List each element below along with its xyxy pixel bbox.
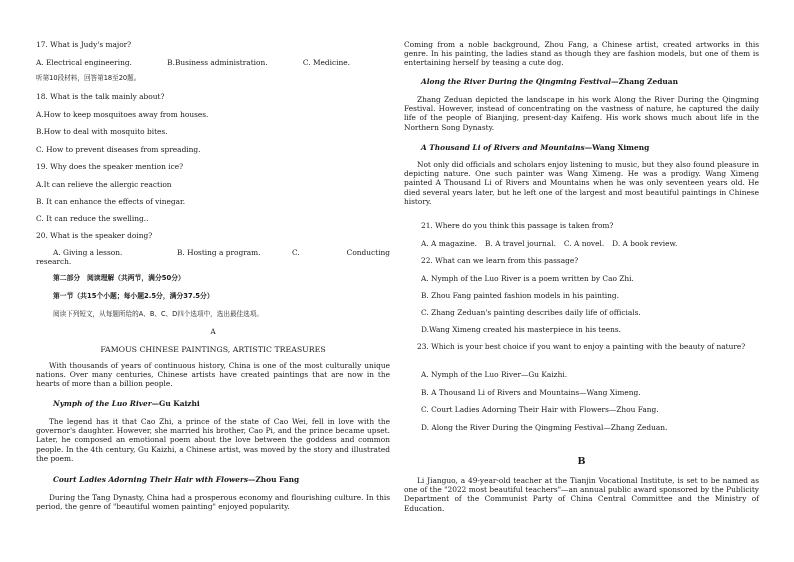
q18-option-b: B.How to deal with mosquito bites. [36,127,168,136]
q23-stem: 23. Which is your best choice if you want to enjoy a painting with the beauty of nature? [417,342,746,351]
passage-a-letter: A [210,327,216,336]
q20-option-c-word: Conducting [346,248,390,257]
q22-option-a: A. Nymph of the Luo River is a poem written by Cao Zhi. [421,274,634,283]
paragraph-qingming: Zhang Zeduan depicted the landscape in his work Along the River During the Qingming Festival. However, instead of concentrating on the vastness of nature, he captured the daily life of the people of Bianjing, present-day Kaifeng. His work shows much about life in the Northern Song Dynasty. [404,95,759,132]
q23-option-b: B. A Thousand Li of Rivers and Mountains—Wang Ximeng. [421,388,641,397]
q23-option-c: C. Court Ladies Adorning Their Hair with Flowers—Zhou Fang. [421,405,659,414]
q17-stem: 17. What is Judy's major? [36,40,132,49]
heading-luo-river-author: —Gu Kaizhi [151,399,200,408]
paragraph-court-ladies-continued: Coming from a noble background, Zhou Fang, a Chinese artist, created artworks in this genre. In his painting, the ladies stand as though they are fashion models, but one of them is entertaining herself by teasing a cute dog. [404,40,759,68]
q19-option-c: C. It can reduce the swelling.. [36,214,149,223]
q21-option-c: C. A novel. [563,239,605,248]
heading-court-ladies-title: Court Ladies Adorning Their Hair with Flowers [53,475,249,484]
heading-qingming-author: —Zhang Zeduan [611,77,678,86]
heading-qingming-title: Along the River During the Qingming Festival [421,77,612,86]
q17-options [36,58,390,67]
heading-court-ladies [53,475,390,484]
q20-option-c-continued: research. [36,257,72,266]
section1-heading: 第一节（共15个小题；每小题2.5分，满分37.5分） [53,292,214,300]
heading-luo-river-title: Nymph of the Luo River [53,399,152,408]
q22-stem: 22. What can we learn from this passage? [421,256,579,265]
paragraph-thousand-li: Not only did officials and scholars enjoy listening to music, but they also found pleasure in depicting nature. One such painter was Wang Ximeng. He was a prodigy. Wang Ximeng painted A Thousand Li of Rivers and Mountains when he was only seventeen years old. He died several years later, but he left one of the largest and most beautiful paintings in Chinese history. [404,160,759,206]
q23-option-a: A. Nymph of the Luo River—Gu Kaizhi. [421,370,568,379]
heading-luo-river [53,399,390,408]
q21-stem: 21. Where do you think this passage is taken from? [421,221,614,230]
q18-option-c: C. How to prevent diseases from spreading. [36,145,201,154]
passage-a-intro: With thousands of years of continuous history, China is one of the most culturally unique nations. Over many centuries, Chinese artists have created paintings that are now in the hearts of more than a billion people. [36,361,390,389]
reading-instruction: 阅读下列短文，从每题所给的A、B、C、D四个选项中，选出最佳选项。 [53,310,263,318]
q22-option-c: C. Zhang Zeduan's painting describes daily life of officials. [421,308,641,317]
q20-stem: 20. What is the speaker doing? [36,231,153,240]
q19-option-a: A.It can relieve the allergic reaction [36,180,172,189]
paragraph-luo-river: The legend has it that Cao Zhi, a prince of the state of Cao Wei, fell in love with the governor's daughter. However, she married his brother, Cao Pi, and the prince became upset. Later, he composed an emotional poem about the love between the goddess and common people. In the 4th century, Gu Kaizhi, a Chinese artist, was moved by the story and illustrated the poem. [36,417,390,463]
q18-stem: 18. What is the talk mainly about? [36,92,165,101]
q21-option-a: A. A magazine. [421,239,478,248]
q17-option-a: A. Electrical engineering. [36,58,132,67]
passage-b-paragraph: Li Jianguo, a 49-year-old teacher at the Tianjin Vocational Institute, is set to be named as one of the "2022 most beautiful teachers"—an annual public award sponsored by the Publicity Department of the Communist Party of China Central Committee and the Ministry of Education. [404,476,759,513]
q21-option-d: D. A book review. [612,239,678,248]
passage-a-title: FAMOUS CHINESE PAINTINGS, ARTISTIC TREASURES [100,345,326,354]
heading-qingming [421,77,759,86]
q20-option-b: B. Hosting a program. [177,248,261,257]
q22-option-d: D.Wang Ximeng created his masterpiece in his teens. [421,325,621,334]
passage-b-letter: B [577,456,586,467]
paragraph-court-ladies: During the Tang Dynasty, China had a prosperous economy and flourishing culture. In this period, the genre of "beautiful women painting" enjoyed popularity. [36,493,390,512]
q21-options [421,239,759,248]
heading-thousand-li [421,143,759,152]
q21-option-b: B. A travel journal. [485,239,556,248]
heading-thousand-li-title: A Thousand Li of Rivers and Mountains [421,143,585,152]
q19-option-b: B. It can enhance the effects of vinegar. [36,197,186,206]
q20-option-a: A. Giving a lesson. [53,248,123,257]
heading-thousand-li-author: —Wang Ximeng [584,143,650,152]
q19-stem: 19. Why does the speaker mention ice? [36,162,184,171]
q17-option-c: C. Medicine. [302,58,350,67]
q18-option-a: A.How to keep mosquitoes away from houses. [36,110,209,119]
heading-court-ladies-author: —Zhou Fang [248,475,300,484]
q22-option-b: B. Zhou Fang painted fashion models in his painting. [421,291,619,300]
q17-option-b: B.Business administration. [167,58,268,67]
q20-option-c-letter: C. [292,248,300,257]
listening-instruction: 听第10段材料，回答第18至20题。 [36,74,141,82]
part2-heading: 第二部分 阅读理解（共两节，满分50分） [53,274,185,282]
q23-option-d: D. Along the River During the Qingming Festival—Zhang Zeduan. [421,423,668,432]
